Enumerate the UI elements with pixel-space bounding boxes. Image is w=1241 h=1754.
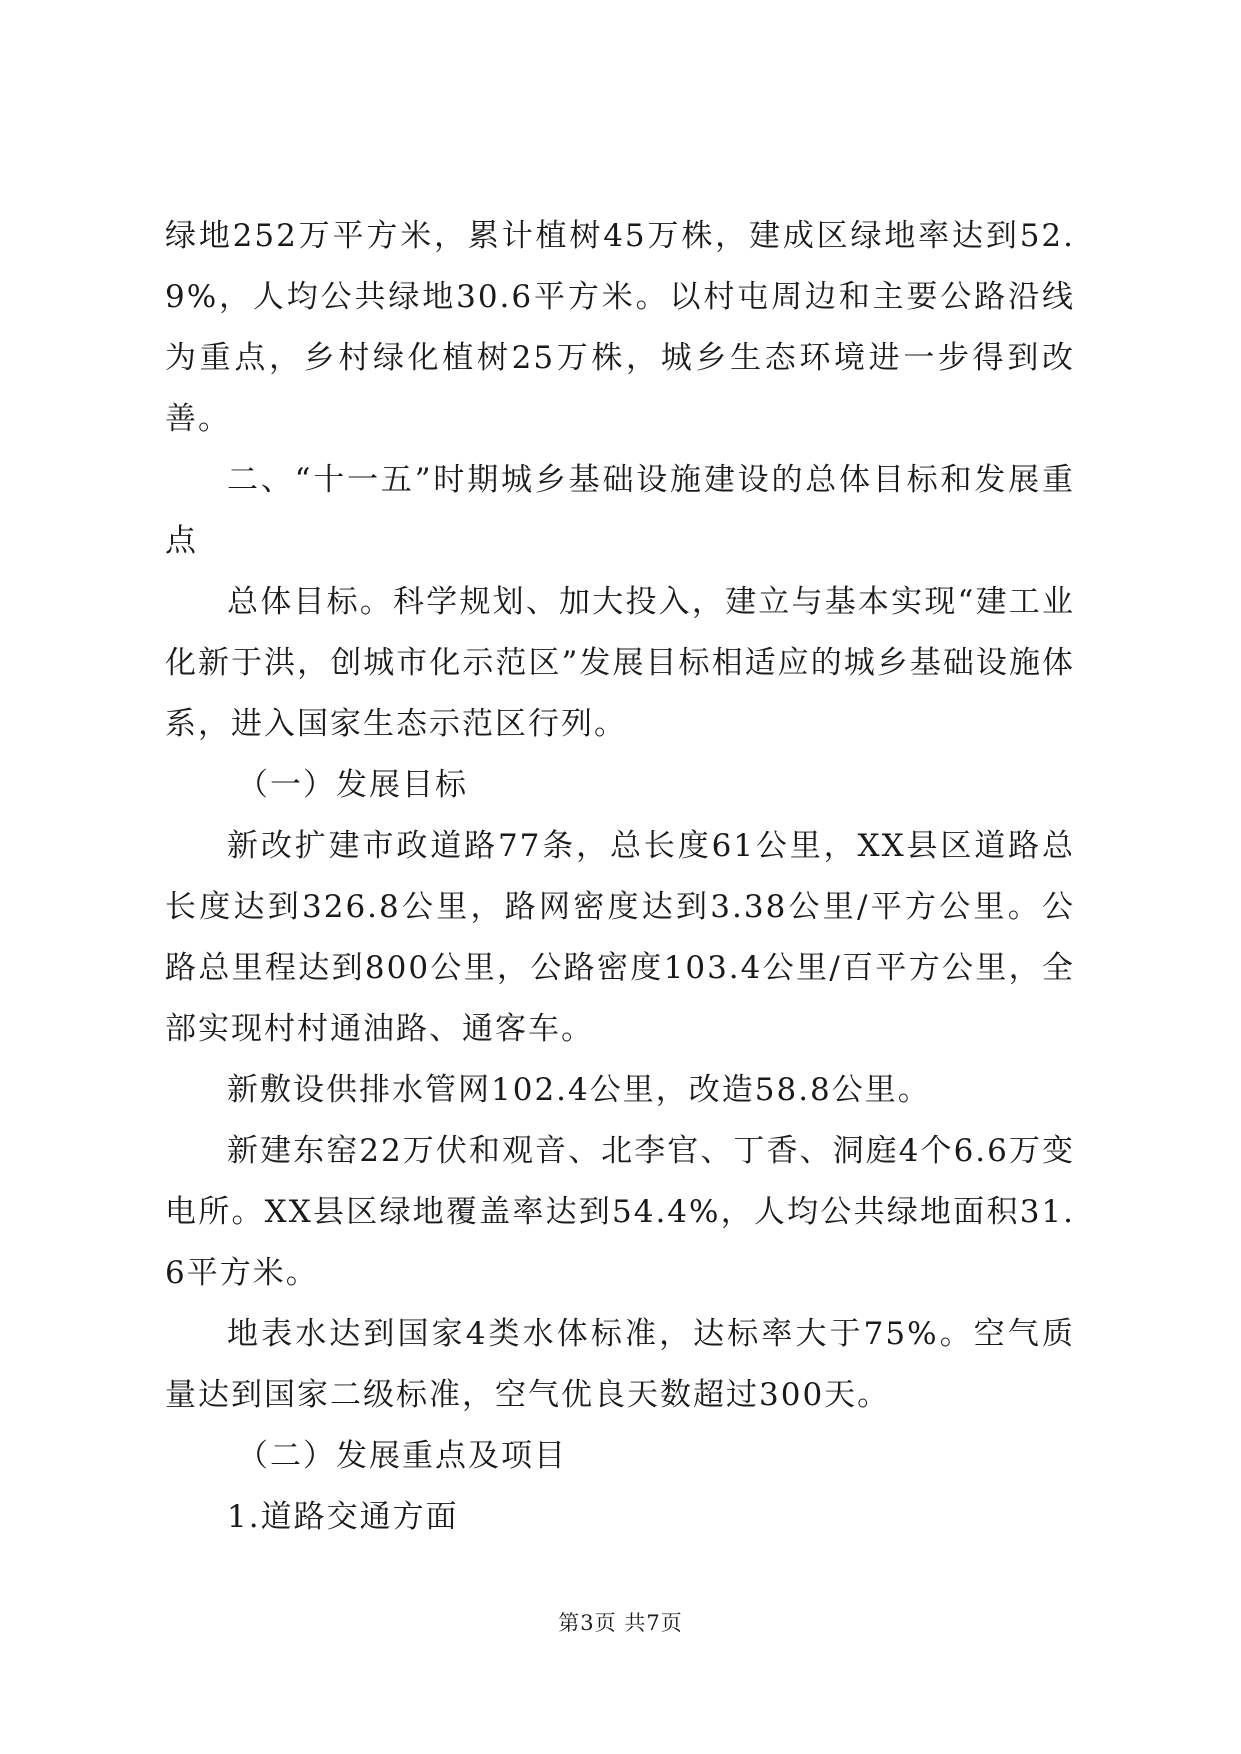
- paragraph-road-goals: 新改扩建市政道路77条，总长度61公里，XX县区道路总长度达到326.8公里，路网密度达到3.38公里/平方公里。公路总里程达到800公里，公路密度103.4公里/百平方公里，全部实现村村通油路、通客车。: [165, 828, 1075, 1047]
- subheading-development-goals: （一）发展目标: [237, 767, 468, 803]
- item-heading-roads: 1.道路交通方面: [227, 1499, 459, 1535]
- section-heading-two: 二、“十一五”时期城乡基础设施建设的总体目标和发展重点: [165, 462, 1075, 559]
- subheading-key-projects: （二）发展重点及项目: [237, 1438, 567, 1474]
- paragraph-water-air-quality: 地表水达到国家4类水体标准，达标率大于75%。空气质量达到国家二级标准，空气优良天数超过300天。: [165, 1316, 1075, 1413]
- paragraph-greenery-results: 绿地252万平方米，累计植树45万株，建成区绿地率达到52.9%，人均公共绿地30.6平方米。以村屯周边和主要公路沿线为重点，乡村绿化植树25万株，城乡生态环境进一步得到改善。: [165, 218, 1075, 437]
- page-number-footer: 第3页 共7页: [558, 1611, 683, 1635]
- paragraph-overall-goal: 总体目标。科学规划、加大投入，建立与基本实现“建工业化新于洪，创城市化示范区”发展目标相适应的城乡基础设施体系，进入国家生态示范区行列。: [165, 584, 1075, 742]
- document-body: [165, 206, 1075, 1548]
- paragraph-water-pipes: 新敷设供排水管网102.4公里，改造58.8公里。: [227, 1072, 931, 1108]
- paragraph-substations: 新建东窑22万伏和观音、北李官、丁香、洞庭4个6.6万变电所。XX县区绿地覆盖率达到54.4%，人均公共绿地面积31.6平方米。: [165, 1133, 1075, 1291]
